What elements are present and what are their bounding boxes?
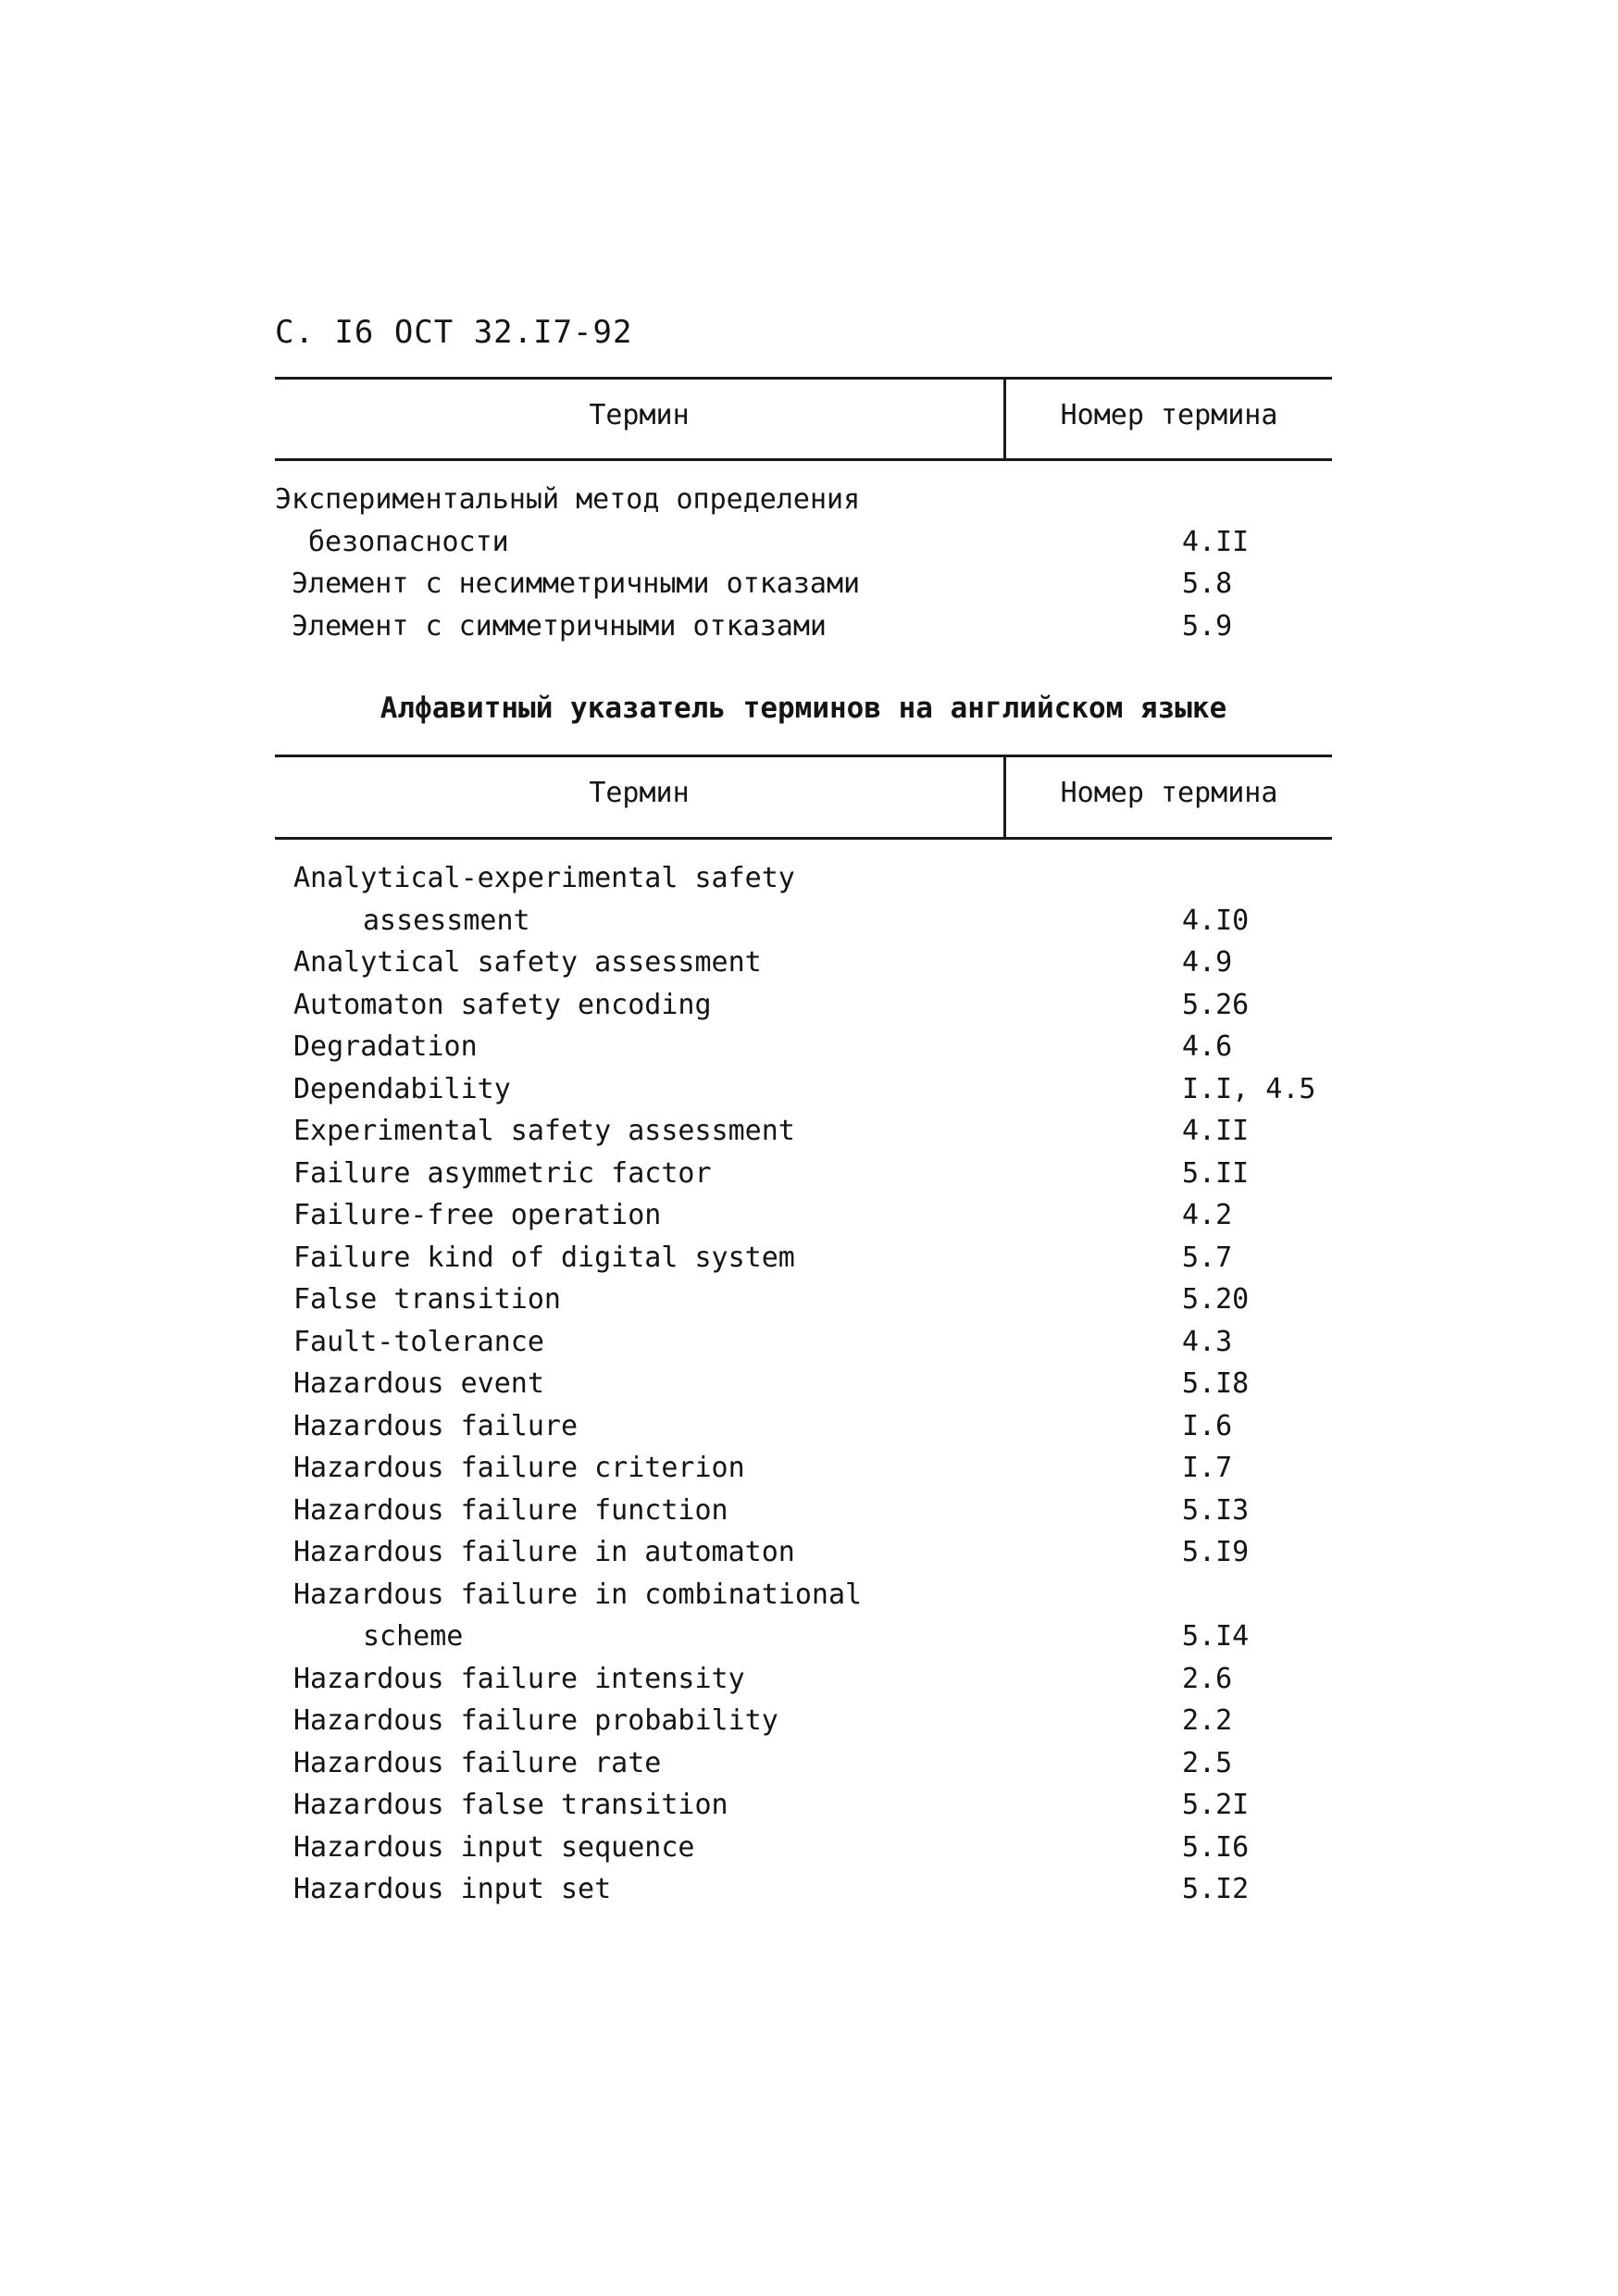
table-row (275, 1026, 1332, 1068)
column-header-number: Номер термина (1060, 399, 1278, 431)
term-number: 4.II (1182, 525, 1250, 558)
table-row (275, 1490, 1332, 1532)
column-header-number: Номер термина (1060, 777, 1278, 809)
term-number: 5.7 (1182, 1241, 1233, 1274)
table-body (275, 479, 1332, 647)
term-text: Hazardous input sequence (293, 1830, 695, 1864)
term-number: 5.9 (1182, 609, 1233, 643)
table-top-rule (275, 755, 1332, 757)
term-text: Hazardous failure in automaton (293, 1536, 795, 1568)
term-number: 5.I9 (1182, 1536, 1250, 1568)
table-row (275, 479, 1332, 521)
term-text: Analytical-experimental safety (293, 862, 795, 894)
term-number: 4.I0 (1182, 904, 1250, 937)
table-row (275, 1700, 1332, 1742)
terms-table-russian (275, 377, 1332, 655)
header-bottom-rule (275, 837, 1332, 840)
term-number: 5.8 (1182, 568, 1233, 600)
term-number: 4.II (1182, 1115, 1250, 1147)
table-row (275, 1279, 1332, 1321)
table-row (275, 1321, 1332, 1364)
table-top-rule (275, 377, 1332, 380)
table-row (275, 1110, 1332, 1153)
table-row (275, 1742, 1332, 1785)
table-row (275, 1827, 1332, 1869)
table-row (275, 900, 1332, 942)
term-text: Элемент с симметричными отказами (292, 609, 827, 643)
term-number: 5.II (1182, 1156, 1250, 1190)
term-text: Hazardous failure criterion (293, 1452, 745, 1484)
table-row (275, 1194, 1332, 1237)
term-text: Failure asymmetric factor (293, 1156, 712, 1190)
table-row (275, 1068, 1332, 1111)
term-number: 4.2 (1182, 1199, 1233, 1231)
term-number: 5.I2 (1182, 1873, 1250, 1905)
page-header: С. I6 ОСТ 32.I7-92 (275, 314, 633, 351)
term-text: Automaton safety encoding (293, 988, 712, 1021)
column-header-term: Термин (589, 399, 690, 431)
table-row (275, 1447, 1332, 1490)
term-number: 5.26 (1182, 988, 1250, 1021)
term-number: 5.I8 (1182, 1367, 1250, 1400)
table-row (275, 1531, 1332, 1574)
term-text: Failure kind of digital system (293, 1241, 795, 1274)
term-text: Degradation (293, 1030, 478, 1063)
term-number: 5.I3 (1182, 1493, 1250, 1527)
term-number: 4.6 (1182, 1030, 1233, 1063)
term-text: assessment (363, 904, 530, 937)
term-number: 4.3 (1182, 1325, 1233, 1358)
section-title: Алфавитный указатель терминов на английском языке (380, 692, 1227, 725)
table-row (275, 521, 1332, 564)
column-header-term: Термин (589, 777, 690, 809)
table-row (275, 563, 1332, 605)
term-text: Hazardous failure function (293, 1493, 728, 1527)
table-row (275, 1784, 1332, 1827)
term-text: Элемент с несимметричными отказами (292, 568, 861, 600)
term-text: Experimental safety assessment (293, 1115, 795, 1147)
term-text: Экспериментальный метод определения (275, 483, 861, 516)
term-number: 2.5 (1182, 1746, 1233, 1779)
term-text: False transition (293, 1283, 561, 1316)
term-number: 4.9 (1182, 946, 1233, 979)
header-bottom-rule (275, 458, 1332, 461)
table-row (275, 857, 1332, 900)
term-text: Hazardous failure intensity (293, 1662, 745, 1695)
term-text: Hazardous event (293, 1367, 544, 1400)
term-number: 5.20 (1182, 1283, 1250, 1316)
terms-table-english (275, 755, 1332, 1958)
table-row (275, 1405, 1332, 1448)
table-row (275, 605, 1332, 648)
table-row (275, 1658, 1332, 1701)
term-number: 5.I6 (1182, 1830, 1250, 1864)
term-number: I.6 (1182, 1409, 1233, 1442)
term-text: Hazardous failure rate (293, 1746, 662, 1779)
term-number: I.7 (1182, 1452, 1233, 1484)
table-row (275, 1574, 1332, 1616)
term-number: 5.I4 (1182, 1620, 1250, 1653)
table-row (275, 1153, 1332, 1195)
table-body (275, 857, 1332, 1911)
term-text: Hazardous failure (293, 1409, 579, 1442)
term-text: Failure-free operation (293, 1199, 662, 1231)
table-row (275, 984, 1332, 1027)
term-text: Hazardous failure in combinational (293, 1578, 863, 1611)
term-text: Dependability (293, 1072, 511, 1105)
term-text: Hazardous failure probability (293, 1704, 778, 1737)
term-number: 5.2I (1182, 1789, 1250, 1821)
table-row (275, 1237, 1332, 1279)
term-text: scheme (363, 1620, 464, 1653)
term-text: Hazardous input set (293, 1873, 612, 1905)
table-row (275, 1868, 1332, 1911)
term-number: 2.6 (1182, 1662, 1233, 1695)
term-text: Fault-tolerance (293, 1325, 544, 1358)
term-text: Analytical safety assessment (293, 946, 762, 979)
term-number: 2.2 (1182, 1704, 1233, 1737)
term-number: I.I, 4.5 (1182, 1072, 1316, 1105)
term-text: безопасности (308, 525, 509, 558)
term-text: Hazardous false transition (293, 1789, 728, 1821)
table-row (275, 1616, 1332, 1658)
table-row (275, 942, 1332, 984)
table-row (275, 1363, 1332, 1405)
